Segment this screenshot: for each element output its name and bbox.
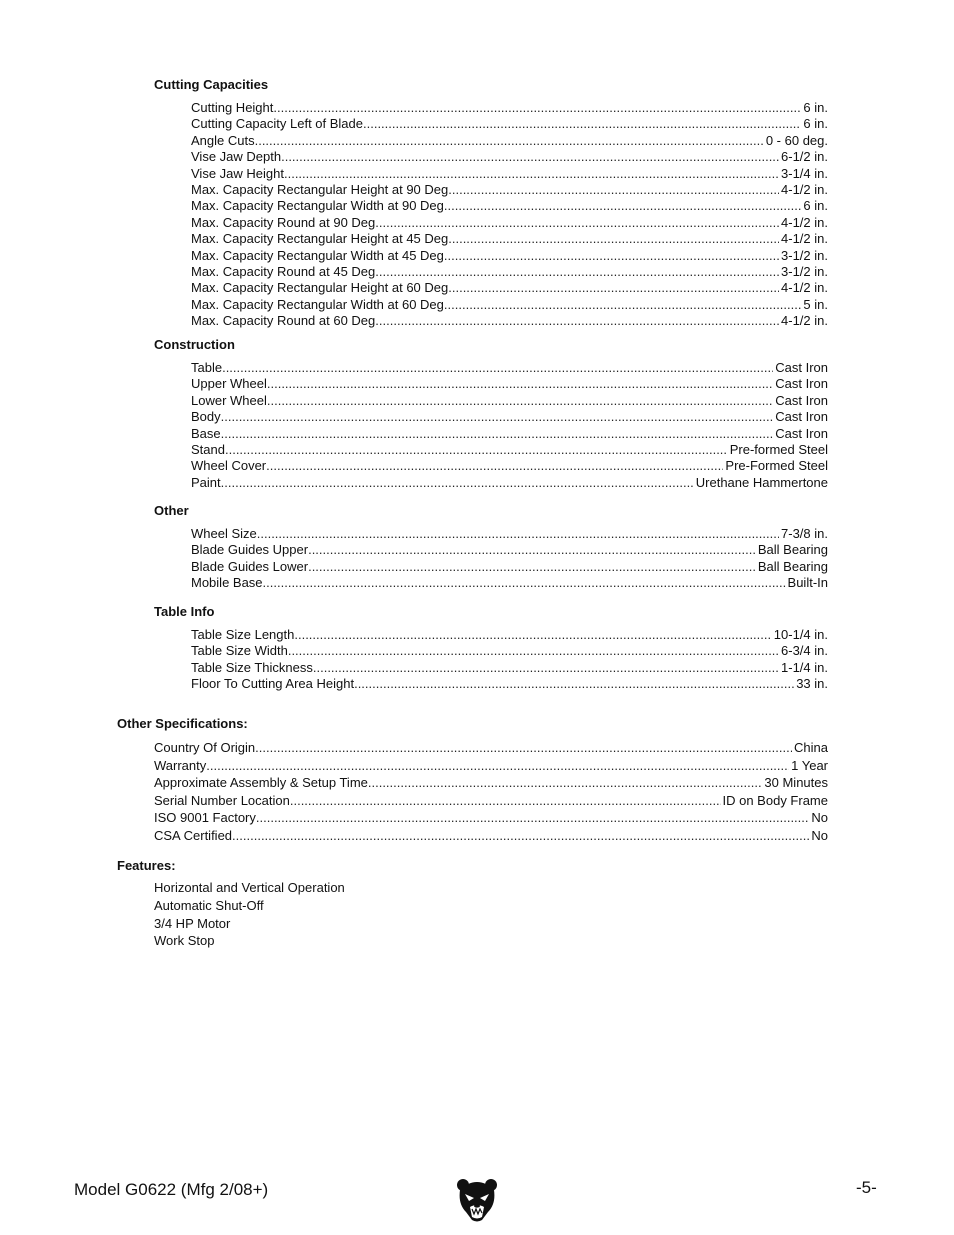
spec-row: [191, 575, 828, 591]
spec-value: 7-3/8 in.: [781, 526, 828, 541]
spec-value: Pre-formed Steel: [729, 442, 828, 457]
section-title-other: Other: [154, 503, 189, 518]
dot-leader: [354, 676, 794, 692]
spec-label: Table: [191, 360, 223, 375]
spec-label: Table Size Width: [191, 643, 288, 659]
dot-leader: [308, 542, 756, 558]
spec-value: 0 - 60 deg.: [765, 132, 828, 148]
spec-label: Lower Wheel: [191, 392, 267, 408]
spec-label: Blade Guides Upper: [191, 542, 309, 558]
spec-row: [191, 542, 828, 558]
feature-item: Horizontal and Vertical Operation: [154, 880, 345, 895]
spec-row: [154, 758, 828, 774]
spec-value: Ball Bearing: [757, 542, 828, 558]
spec-row: [191, 100, 828, 116]
spec-label: CSA Certified: [154, 828, 233, 843]
dot-leader: [284, 166, 779, 182]
spec-row: [191, 149, 828, 165]
spec-row: [191, 676, 828, 692]
spec-row: [191, 231, 828, 247]
spec-label: Cutting Height: [191, 100, 274, 115]
dot-leader: [267, 376, 773, 392]
spec-label: Wheel Cover: [191, 458, 267, 474]
spec-label: Max. Capacity Round at 45 Deg: [191, 264, 376, 279]
dot-leader: [448, 231, 779, 247]
spec-label: Blade Guides Lower: [191, 558, 309, 574]
dot-leader: [266, 458, 723, 474]
spec-row: [191, 627, 828, 643]
spec-value: Urethane Hammertone: [695, 474, 828, 490]
spec-row: [191, 297, 828, 313]
spec-value: Built-In: [787, 575, 828, 591]
dot-leader: [255, 740, 792, 756]
dot-leader: [444, 248, 779, 264]
dot-leader: [232, 828, 809, 844]
section-title-cutting-capacities: Cutting Capacities: [154, 77, 269, 92]
spec-row: [191, 198, 828, 214]
spec-value: Cast Iron: [775, 409, 828, 425]
dot-leader: [313, 660, 779, 676]
dot-leader: [290, 793, 721, 809]
dot-leader: [363, 116, 801, 132]
dot-leader: [444, 198, 802, 214]
dot-leader: [273, 100, 801, 116]
dot-leader: [267, 393, 773, 409]
spec-label: Upper Wheel: [191, 376, 267, 392]
spec-label: Angle Cuts: [191, 132, 255, 148]
spec-label: Table Size Length: [191, 627, 295, 642]
dot-leader: [448, 280, 779, 296]
feature-item: Automatic Shut-Off: [154, 898, 264, 913]
spec-value: 6-1/2 in.: [781, 149, 828, 165]
spec-row: [191, 166, 828, 182]
spec-label: Max. Capacity Rectangular Width at 45 Deg: [191, 247, 444, 263]
dot-leader: [308, 559, 756, 575]
spec-value: Cast Iron: [775, 392, 828, 408]
spec-value: 5 in.: [803, 296, 828, 312]
spec-row: [154, 740, 828, 756]
dot-leader: [294, 627, 771, 643]
spec-label: Cutting Capacity Left of Blade: [191, 116, 363, 132]
spec-value: 6-3/4 in.: [781, 643, 828, 659]
dot-leader: [221, 426, 774, 442]
spec-label: Serial Number Location: [154, 792, 290, 808]
spec-value: 3-1/2 in.: [781, 264, 828, 279]
spec-row: [154, 775, 828, 791]
spec-label: Max. Capacity Rectangular Width at 60 Deg: [191, 296, 444, 312]
spec-label: Wheel Size: [191, 526, 257, 541]
feature-item: Work Stop: [154, 933, 215, 948]
spec-label: Vise Jaw Depth: [191, 149, 282, 165]
dot-leader: [263, 575, 786, 591]
section-title-features: Features:: [117, 858, 176, 873]
spec-label: ISO 9001 Factory: [154, 810, 256, 826]
spec-row: [191, 559, 828, 575]
spec-label: Table Size Thickness: [191, 659, 313, 675]
spec-label: Max. Capacity Rectangular Height at 60 Deg: [191, 280, 449, 296]
spec-row: [191, 526, 828, 542]
spec-row: [191, 133, 828, 149]
spec-row: [191, 458, 828, 474]
spec-value: 4-1/2 in.: [781, 313, 828, 329]
dot-leader: [255, 133, 764, 149]
spec-value: 6 in.: [803, 100, 828, 115]
spec-label: Max. Capacity Round at 90 Deg: [191, 214, 376, 230]
spec-label: Body: [191, 409, 221, 425]
dot-leader: [375, 215, 779, 231]
spec-value: No: [811, 810, 828, 826]
spec-value: 1-1/4 in.: [781, 659, 828, 675]
dot-leader: [444, 297, 802, 313]
spec-value: 10-1/4 in.: [773, 627, 828, 642]
dot-leader: [221, 475, 694, 491]
section-title-other-specifications: Other Specifications:: [117, 716, 248, 731]
spec-row: [191, 475, 828, 491]
spec-label: Max. Capacity Rectangular Height at 90 Deg: [191, 182, 449, 197]
spec-value: Ball Bearing: [757, 558, 828, 574]
dot-leader: [368, 775, 763, 791]
spec-row: [191, 660, 828, 676]
dot-leader: [375, 313, 779, 329]
spec-label: Approximate Assembly & Setup Time: [154, 775, 368, 791]
spec-value: 4-1/2 in.: [781, 214, 828, 230]
bear-head-logo-icon: [456, 1178, 498, 1222]
spec-row: [154, 828, 828, 844]
spec-row: [191, 313, 828, 329]
spec-value: 3-1/2 in.: [781, 247, 828, 263]
spec-row: [191, 264, 828, 280]
spec-value: 3-1/4 in.: [781, 165, 828, 181]
dot-leader: [257, 526, 779, 542]
spec-row: [191, 442, 828, 458]
spec-label: Max. Capacity Round at 60 Deg: [191, 313, 376, 329]
spec-row: [191, 426, 828, 442]
spec-value: Cast Iron: [775, 376, 828, 392]
spec-label: Warranty: [154, 757, 207, 773]
spec-value: 30 Minutes: [764, 775, 828, 791]
spec-value: Cast Iron: [775, 425, 828, 441]
spec-row: [154, 810, 828, 826]
dot-leader: [256, 810, 809, 826]
section-title-construction: Construction: [154, 337, 235, 352]
spec-row: [191, 393, 828, 409]
spec-value: ID on Body Frame: [722, 792, 828, 808]
spec-value: 4-1/2 in.: [781, 231, 828, 247]
dot-leader: [222, 360, 773, 376]
spec-value: 6 in.: [803, 198, 828, 214]
spec-label: Stand: [191, 442, 225, 457]
spec-row: [191, 116, 828, 132]
spec-row: [191, 643, 828, 659]
spec-label: Floor To Cutting Area Height: [191, 676, 355, 692]
spec-value: Cast Iron: [775, 360, 828, 375]
spec-label: Mobile Base: [191, 575, 263, 591]
dot-leader: [206, 758, 789, 774]
spec-row: [191, 215, 828, 231]
dot-leader: [221, 409, 774, 425]
spec-value: 33 in.: [796, 676, 828, 692]
dot-leader: [288, 643, 779, 659]
spec-label: Vise Jaw Height: [191, 165, 284, 181]
spec-value: 4-1/2 in.: [781, 182, 828, 197]
spec-row: [191, 280, 828, 296]
spec-value: No: [811, 828, 828, 843]
spec-value: 4-1/2 in.: [781, 280, 828, 296]
spec-value: 1 Year: [791, 757, 828, 773]
spec-label: Paint: [191, 474, 221, 490]
spec-row: [191, 376, 828, 392]
dot-leader: [448, 182, 779, 198]
spec-row: [154, 793, 828, 809]
dot-leader: [225, 442, 728, 458]
spec-value: 6 in.: [803, 116, 828, 132]
spec-value: China: [794, 740, 828, 755]
spec-row: [191, 360, 828, 376]
spec-row: [191, 248, 828, 264]
spec-label: Max. Capacity Rectangular Height at 45 Deg: [191, 231, 449, 247]
dot-leader: [375, 264, 779, 280]
page-number: -5-: [856, 1178, 877, 1197]
spec-row: [191, 182, 828, 198]
spec-value: Pre-Formed Steel: [725, 458, 828, 474]
spec-row: [191, 409, 828, 425]
feature-item: 3/4 HP Motor: [154, 916, 231, 931]
dot-leader: [281, 149, 779, 165]
model-footer: Model G0622 (Mfg 2/08+): [74, 1180, 269, 1199]
section-title-table-info: Table Info: [154, 604, 215, 619]
spec-label: Country Of Origin: [154, 740, 256, 755]
spec-label: Max. Capacity Rectangular Width at 90 Deg: [191, 198, 444, 214]
spec-label: Base: [191, 425, 221, 441]
